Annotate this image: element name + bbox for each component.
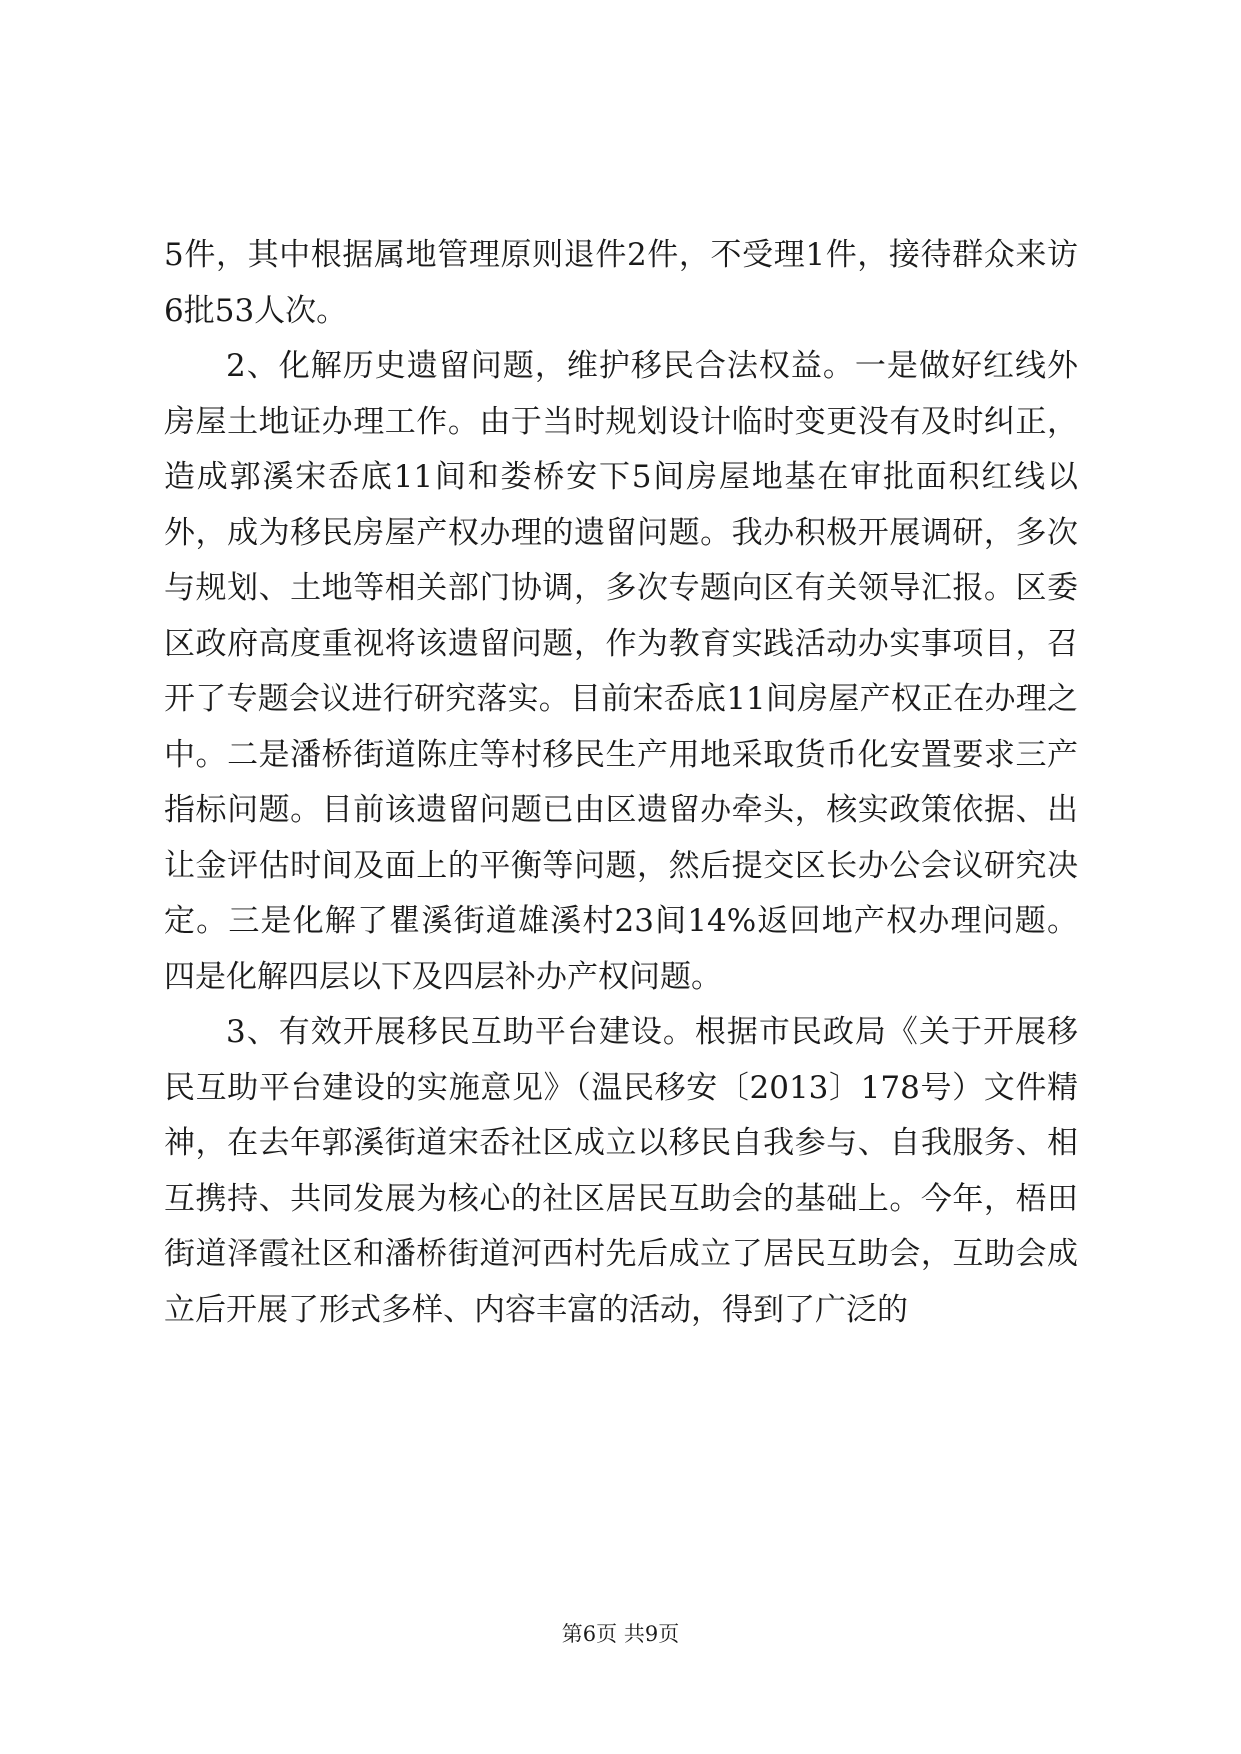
page-footer [0, 1620, 1241, 1648]
paragraph-continuation: 5件，其中根据属地管理原则退件2件，不受理1件，接待群众来访6批53人次。 [164, 237, 1078, 329]
document-body [164, 228, 1078, 1338]
page-number-label: 第6页 共9页 [561, 1622, 680, 1646]
paragraph-item-2: 2、化解历史遗留问题，维护移民合法权益。一是做好红线外房屋土地证办理工作。由于当时规划设计临时变更没有及时纠正，造成郭溪宋岙底11间和娄桥安下5间房屋地基在审批面积红线以外，成为移民房屋产权办理的遗留问题。我办积极开展调研，多次与规划、土地等相关部门协调，多次专题向区有关领导汇报。区委区政府高度重视将该遗留问题，作为教育实践活动办实事项目，召开了专题会议进行研究落实。目前宋岙底11间房屋产权正在办理之中。二是潘桥街道陈庄等村移民生产用地采取货币化安置要求三产指标问题。目前该遗留问题已由区遗留办牵头，核实政策依据、出让金评估时间及面上的平衡等问题，然后提交区长办公会议研究决定。三是化解了瞿溪街道雄溪村23间14%返回地产权办理问题。四是化解四层以下及四层补办产权问题。 [164, 348, 1078, 995]
paragraph-item-3: 3、有效开展移民互助平台建设。根据市民政局《关于开展移民互助平台建设的实施意见》（温民移安〔2013〕178号）文件精神，在去年郭溪街道宋岙社区成立以移民自我参与、自我服务、相互携持、共同发展为核心的社区居民互助会的基础上。今年，梧田街道泽霞社区和潘桥街道河西村先后成立了居民互助会，互助会成立后开展了形式多样、内容丰富的活动，得到了广泛的 [164, 1014, 1078, 1328]
